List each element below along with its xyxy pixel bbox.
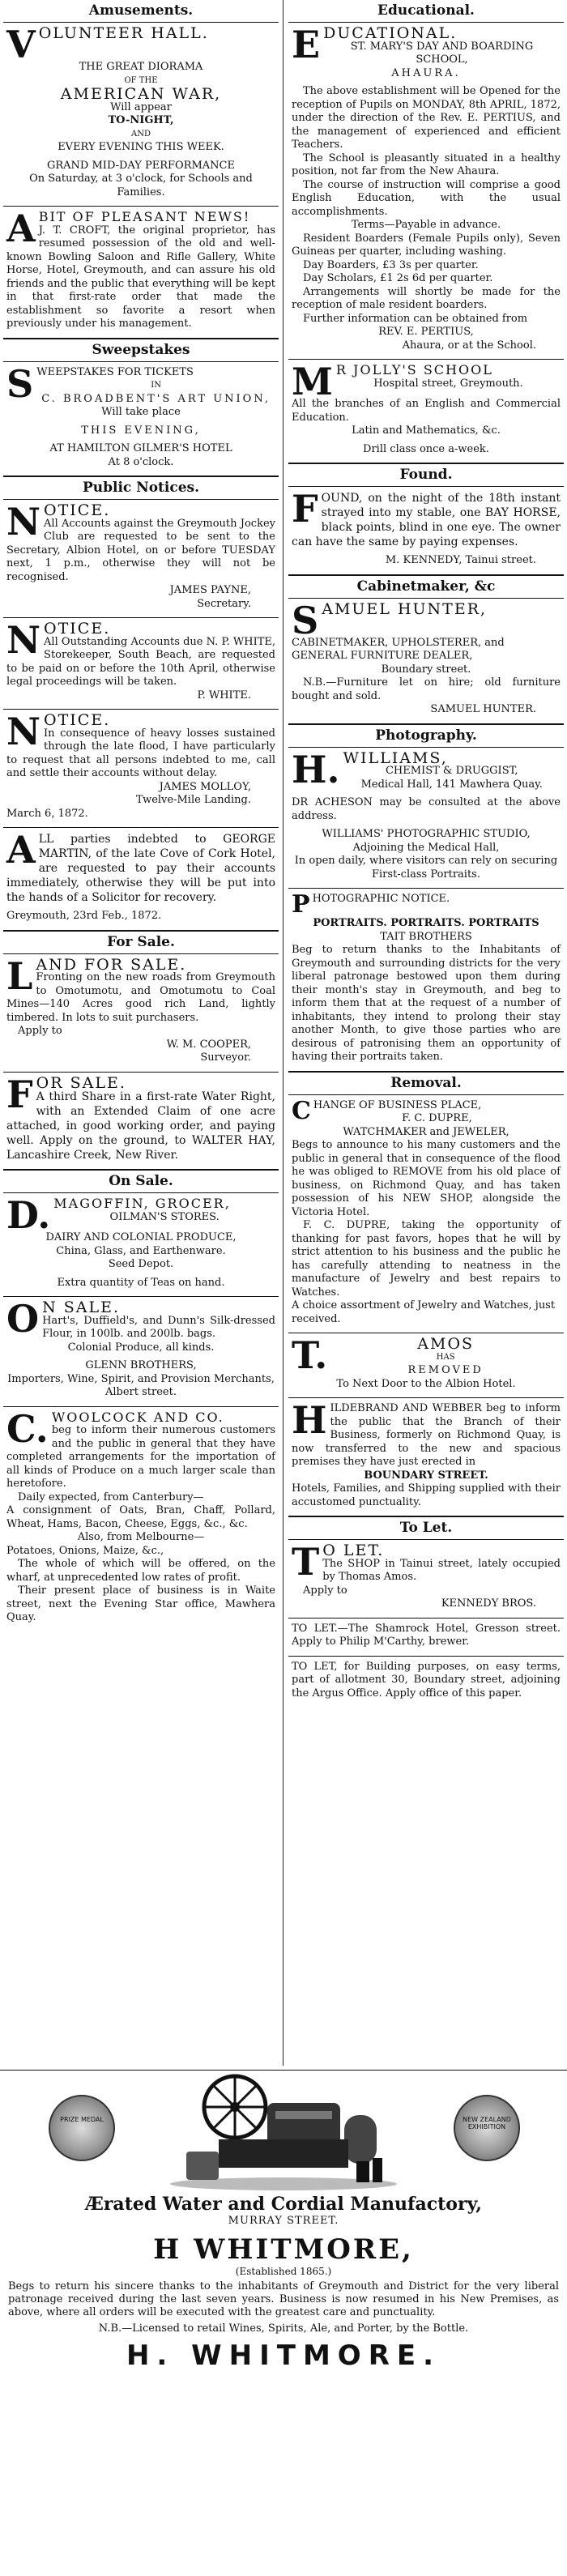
business-body: Begs to return his sincere thanks to the inhabitants of Greymouth and District for the very liberal patronage received during the last seven years. Business is now resumed in his New Premises, as above, where all orders will be executed with the greatest care and punctuality. <box>8 2280 559 2318</box>
ad-title: WEEPSTAKES FOR TICKETS <box>36 365 194 378</box>
ad-body: In consequence of heavy losses sustained through the late flood, I have particularly to request that all persons indebted to me, call and settle their accounts without delay. <box>6 727 275 779</box>
section-heading-photography: Photography. <box>288 724 564 748</box>
ad-line: IN <box>151 381 161 390</box>
ad-volunteer-hall <box>3 23 279 207</box>
ad-line: HAS <box>436 1352 455 1362</box>
whitmore-advertisement <box>0 2070 567 2372</box>
ad-body: Hart's, Duffield's, and Dunn's Silk-dressed Flour, in 100lb. and 200lb. bags. <box>42 1314 275 1340</box>
ad-body: The course of instruction will comprise a good English Education, with the usual accomplishments. <box>292 178 561 218</box>
ad-line: OF THE <box>124 75 158 85</box>
ad-line: F. C. DUPRE, <box>402 1112 472 1124</box>
ad-line: Day Scholars, £1 2s 6d per quarter. <box>303 272 493 284</box>
ad-body: TO LET.—The Shamrock Hotel, Gresson street. Apply to Philip M'Carthy, brewer. <box>292 1622 561 1648</box>
ad-line: ST. MARY'S DAY AND BOARDING SCHOOL, <box>350 40 534 66</box>
ad-line: GRAND MID-DAY PERFORMANCE <box>47 159 235 172</box>
ad-line: In open daily, where visitors can rely on securing First-class Portraits. <box>294 855 558 881</box>
ad-body: Begs to announce to his many customers and the public in general that in consequence of the flood he was obliged to REMOVE from his old place of business, on Richmond Quay, and has taken possession of his NEW SHOP, alongside the Victoria Hotel. <box>292 1139 561 1218</box>
section-heading-sweepstakes: Sweepstakes <box>3 339 279 362</box>
ad-line: Hospital street, Greymouth. <box>373 377 523 390</box>
ad-title: MAGOFFIN, GROCER, <box>53 1196 231 1211</box>
ad-line: Daily expected, from Canterbury— <box>18 1491 204 1503</box>
drop-cap: O <box>6 1297 40 1341</box>
drop-cap: P <box>292 890 310 919</box>
ad-found-horse <box>288 487 564 575</box>
ad-line: AHAURA. <box>391 66 461 79</box>
ad-line: Also, from Melbourne— <box>77 1531 205 1543</box>
section-heading-to-let: To Let. <box>288 1516 564 1540</box>
ad-line: To Next Door to the Albion Hotel. <box>336 1377 516 1390</box>
section-heading-on-sale: On Sale. <box>3 1170 279 1193</box>
ad-body: A third Share in a first-rate Water Right, with an Extended Claim of one acre attached, in good working order, and paying well. Apply on the ground, to WALTER HAY, Lancashire Creek, New River. <box>6 1090 275 1162</box>
ad-t-amos <box>288 1333 564 1398</box>
ad-date: March 6, 1872. <box>6 807 88 820</box>
drop-cap: N <box>6 500 41 544</box>
ad-body: Fronting on the new roads from Greymouth to Omotumotu, and Omotumotu to Coal Mines—140 Acres good rich Land, lightly timbered. In lots to suit purchasers. <box>6 971 275 1024</box>
ad-line: PORTRAITS. PORTRAITS. PORTRAITS <box>313 917 539 929</box>
ad-line: OILMAN'S STORES. <box>109 1210 220 1223</box>
ad-title: R JOLLY'S SCHOOL <box>335 362 493 377</box>
ad-line: C. BROADBENT'S ART UNION, <box>41 392 271 405</box>
ad-line: Apply to <box>18 1025 62 1037</box>
ad-title: O LET. <box>322 1542 385 1559</box>
signature: KENNEDY BROS. <box>441 1597 536 1610</box>
ad-line: Will take place <box>101 406 181 418</box>
ad-line: REMOVED <box>407 1364 484 1376</box>
ad-st-marys-school <box>288 23 564 360</box>
ad-line: Medical Hall, 141 Mawhera Quay. <box>360 778 543 791</box>
ad-title: AMUEL HUNTER, <box>322 599 488 618</box>
ad-line: At 8 o'clock. <box>108 455 174 468</box>
ad-line: Their present place of business is in Waite street, next the Evening Star office, Mawhera Quay. <box>6 1584 275 1623</box>
ad-line: REV. E. PERTIUS, <box>378 326 474 338</box>
ad-line: All the branches of an English and Commercial Education. <box>292 398 561 424</box>
ad-title: DUCATIONAL. <box>323 24 458 42</box>
ad-title: WOOLCOCK AND CO. <box>51 1409 224 1425</box>
ad-line: DR ACHESON may be consulted at the above address. <box>292 796 561 822</box>
ad-body: F. C. DUPRE, taking the opportunity of thanking for past favors, hopes that he will by strict attention to his business and the public he has carefully attending to neatness in the manufacture of Jewelry and best repairs to Watches. <box>292 1219 561 1299</box>
ad-title: WILLIAMS, <box>343 748 448 767</box>
ad-line: DAIRY AND COLONIAL PRODUCE, <box>45 1231 237 1243</box>
ad-line: Seed Depot. <box>108 1258 174 1270</box>
proprietor-name: H WHITMORE, <box>153 2233 414 2266</box>
ad-line: Apply to <box>303 1584 347 1597</box>
drop-cap: M <box>292 360 333 403</box>
prize-medal-right-icon <box>454 2095 520 2161</box>
signature: Ahaura, or at the School. <box>402 339 536 352</box>
ad-glenn-brothers <box>3 1297 279 1407</box>
ad-line: TO-NIGHT, <box>108 114 174 126</box>
ad-title: OTICE. <box>44 620 111 638</box>
notice-jockey-club <box>3 500 279 618</box>
drop-cap: T <box>292 1540 320 1584</box>
ad-line: The whole of which will be offered, on the wharf, at unprecedented low rates of profit. <box>6 1558 275 1584</box>
ad-body: The SHOP in Tainui street, lately occupied by Thomas Amos. <box>322 1557 561 1583</box>
ad-body: The above establishment will be Opened for the reception of Pupils on MONDAY, 8th APRIL, 1872, under the direction of the Rev. E. PERTIUS, and the management of experienced and efficient Teachers. <box>292 85 561 151</box>
prize-medal-left-icon <box>49 2095 115 2161</box>
ad-line: Importers, Wine, Spirit, and Provision Merchants, Albert street. <box>7 1372 275 1398</box>
signature: M. KENNEDY, Tainui street. <box>385 554 536 566</box>
ad-body: J. T. CROFT, the original proprietor, has resumed possession of the old and well-known Bowling Saloon and Rifle Gallery, White Horse, Hotel, Greymouth, and can assure his old friends and the public that everything will be kept in that first-rate order that made the establishment so favorite a resort when previously under his management. <box>6 224 275 330</box>
ad-line: WATCHMAKER and JEWELER, <box>343 1125 509 1138</box>
ad-tait-brothers <box>288 889 564 1072</box>
ad-line: THIS EVENING, <box>81 424 201 437</box>
ad-title: HANGE OF BUSINESS PLACE, <box>313 1098 482 1111</box>
proprietor-banner: H. WHITMORE. <box>126 2339 441 2372</box>
ad-magoffin <box>3 1193 279 1297</box>
ad-body: OUND, on the night of the 18th instant strayed into my stable, one BAY HORSE, black points, blind in one eye. The owner can have the same by paying expenses. <box>292 492 561 548</box>
drop-cap: A <box>6 828 36 872</box>
ad-line: Potatoes, Onions, Maize, &c., <box>6 1544 164 1557</box>
ad-samuel-hunter <box>288 599 564 724</box>
ad-date: Greymouth, 23rd Feb., 1872. <box>6 910 162 922</box>
ad-sweepstakes <box>3 362 279 477</box>
drop-cap: N <box>6 710 41 753</box>
ad-line: WILLIAMS' PHOTOGRAPHIC STUDIO, <box>322 828 531 840</box>
ad-line: Boundary street. <box>381 663 471 676</box>
ad-water-share <box>3 1073 279 1171</box>
drop-cap: F <box>6 1072 33 1116</box>
ad-body: ILDEBRAND AND WEBBER beg to inform the public that the Branch of their Business, formerly on Richmond Quay, is now transferred to the new and spacious premises they have just erected in <box>292 1402 561 1468</box>
signature: Twelve-Mile Landing. <box>135 794 251 806</box>
ad-line: Drill class once a-week. <box>363 442 489 455</box>
ad-building-allotment <box>288 1657 564 1708</box>
signature: Secretary. <box>197 597 251 610</box>
ad-to-let-shop <box>288 1540 564 1619</box>
drop-cap: A <box>6 207 36 250</box>
ad-body: Arrangements will shortly be made for the reception of male resident boarders. <box>292 285 561 311</box>
column-divider <box>283 0 284 2066</box>
ad-line: Extra quantity of Teas on hand. <box>57 1276 225 1289</box>
ad-line: A consignment of Oats, Bran, Chaff, Pollard, Wheat, Hams, Bacon, Cheese, Eggs, &c., &c. <box>6 1504 275 1530</box>
drop-cap: C <box>292 1096 311 1125</box>
section-heading-educational: Educational. <box>288 0 564 23</box>
section-heading-for-sale: For Sale. <box>3 931 279 954</box>
ad-body: LL parties indebted to GEORGE MARTIN, of the late Cove of Cork Hotel, are requested to pay their accounts immediately, otherwise they will be put into the hands of a Solicitor for recovery. <box>6 833 275 904</box>
ad-line: Adjoining the Medical Hall, <box>352 841 500 854</box>
signature: P. WHITE. <box>197 689 251 702</box>
ad-body: All Accounts against the Greymouth Jockey Club are requested to be sent to the Secretary, Albion Hotel, on or before TUESDAY next, 1 p.m., otherwise they will not be recognised. <box>6 517 275 583</box>
ad-title: BIT OF PLEASANT NEWS! <box>38 209 251 224</box>
drop-cap: L <box>6 953 33 998</box>
ad-line: China, Glass, and Earthenware. <box>56 1244 226 1257</box>
license-note: N.B.—Licensed to retail Wines, Spirits, Ale, and Porter, by the Bottle. <box>98 2322 469 2335</box>
bottling-machine-icon <box>162 2071 405 2192</box>
machinery-illustration <box>0 2071 567 2192</box>
business-address: MURRAY STREET. <box>228 2215 339 2227</box>
section-heading-amusements: Amusements. <box>3 0 279 23</box>
ad-hildebrand-webber <box>288 1398 564 1516</box>
medal-text: PRIZE MEDAL <box>60 2116 104 2123</box>
ad-body: TO LET, for Building purposes, on easy terms, part of allotment 30, Boundary street, adjoining the Argus Office. Apply office of this paper. <box>292 1660 561 1700</box>
ad-line: GLENN BROTHERS, <box>85 1359 197 1371</box>
ad-woolcock <box>3 1407 279 1631</box>
ad-title: AMOS <box>417 1335 475 1353</box>
ad-title: OTICE. <box>44 711 111 729</box>
ad-line: N.B.—Furniture let on hire; old furniture bought and sold. <box>292 676 561 702</box>
drop-cap: E <box>292 23 321 66</box>
ad-title: OTICE. <box>44 501 111 519</box>
right-column <box>288 0 564 1707</box>
ad-jolly-school <box>288 360 564 463</box>
section-heading-public-notices: Public Notices. <box>3 476 279 500</box>
drop-cap: C. <box>6 1406 49 1451</box>
ad-line: CHEMIST & DRUGGIST, <box>385 765 518 777</box>
ad-title: AND FOR SALE. <box>36 955 187 974</box>
ad-body: Beg to return thanks to the Inhabitants of Greymouth and surrounding districts for the very liberal patronage bestowed upon them during their month's stay in Greymouth, and beg to inform them that at the request of a number of inhabitants, they intend to prolong their stay another Month, to give those parties who are desirous of patronising them an opportunity of having their portraits taken. <box>292 944 561 1063</box>
business-heading: Ærated Water and Cordial Manufactory, <box>85 2194 482 2215</box>
section-heading-found: Found. <box>288 463 564 487</box>
medal-text: NEW ZEALAND EXHIBITION <box>463 2116 511 2130</box>
drop-cap: H <box>292 1398 327 1442</box>
ad-title: N SALE. <box>42 1299 121 1316</box>
left-column <box>3 0 279 1631</box>
ad-line: On Saturday, at 3 o'clock, for Schools and Families. <box>29 173 253 198</box>
ad-line: AND <box>131 129 151 139</box>
section-heading-cabinetmaker: Cabinetmaker, &c <box>288 575 564 599</box>
notice-p-white <box>3 618 279 710</box>
ad-line: AMERICAN WAR, <box>60 85 222 103</box>
ad-line: BOUNDARY STREET. <box>364 1469 488 1482</box>
ad-williams-chemist <box>288 748 564 889</box>
ad-body: The School is pleasantly situated in a healthy position, not far from the New Ahaura. <box>292 151 561 177</box>
drop-cap: S <box>6 361 34 406</box>
drop-cap: S <box>292 598 319 642</box>
ad-pleasant-news <box>3 207 279 339</box>
ad-line: EVERY EVENING THIS WEEK. <box>58 141 224 153</box>
notice-james-molloy <box>3 710 279 828</box>
ad-line: Hotels, Families, and Shipping supplied with their accustomed punctuality. <box>292 1482 561 1508</box>
ad-shamrock-hotel <box>288 1619 564 1657</box>
ad-line: THE GREAT DIORAMA <box>79 61 203 73</box>
ad-line: TAIT BROTHERS <box>380 930 472 943</box>
ad-line: Will appear <box>110 100 172 113</box>
signature: JAMES PAYNE, <box>169 584 251 596</box>
signature: Surveyor. <box>200 1051 251 1064</box>
ad-body: All Outstanding Accounts due N. P. WHITE, Storekeeper, South Beach, are requested to be paid on or before the 10th April, otherwise legal proceedings will be taken. <box>6 635 275 688</box>
ad-line: Day Boarders, £3 3s per quarter. <box>303 258 479 271</box>
ad-line: Latin and Mathematics, &c. <box>352 424 501 437</box>
ad-line: CABINETMAKER, UPHOLSTERER, and GENERAL FURNITURE DEALER, <box>292 636 505 662</box>
drop-cap: N <box>6 618 41 662</box>
signature: SAMUEL HUNTER. <box>430 703 536 715</box>
section-heading-removal: Removal. <box>288 1072 564 1095</box>
ad-body: Resident Boarders (Female Pupils only), Seven Guineas per quarter, including washing. <box>292 232 561 258</box>
notice-george-martin <box>3 828 279 931</box>
ad-title: OR SALE. <box>36 1073 126 1092</box>
drop-cap: T. <box>292 1333 328 1377</box>
ad-title: HOTOGRAPHIC NOTICE. <box>312 893 450 905</box>
drop-cap: D. <box>6 1193 51 1237</box>
signature: JAMES MOLLOY, <box>159 780 251 793</box>
established-date: (Established 1865.) <box>235 2266 332 2277</box>
ad-line: Terms—Payable in advance. <box>351 219 501 231</box>
ad-line: Further information can be obtained from <box>303 312 528 325</box>
ad-line: Colonial Produce, all kinds. <box>67 1341 215 1354</box>
drop-cap: V <box>6 23 36 66</box>
ad-line: A choice assortment of Jewelry and Watches, just received. <box>292 1299 556 1325</box>
drop-cap: F <box>292 487 318 531</box>
drop-cap: H. <box>292 747 340 791</box>
ad-body: beg to inform their numerous customers and the public in general that they have completed arrangements for the importation of all kinds of Produce on a much larger scale than heretofore. <box>6 1424 275 1490</box>
signature: W. M. COOPER, <box>166 1038 251 1051</box>
ad-line: AT HAMILTON GILMER'S HOTEL <box>49 442 232 454</box>
ad-land-for-sale <box>3 954 279 1073</box>
ad-title: OLUNTEER HALL. <box>38 24 209 42</box>
ad-dupre <box>288 1095 564 1334</box>
